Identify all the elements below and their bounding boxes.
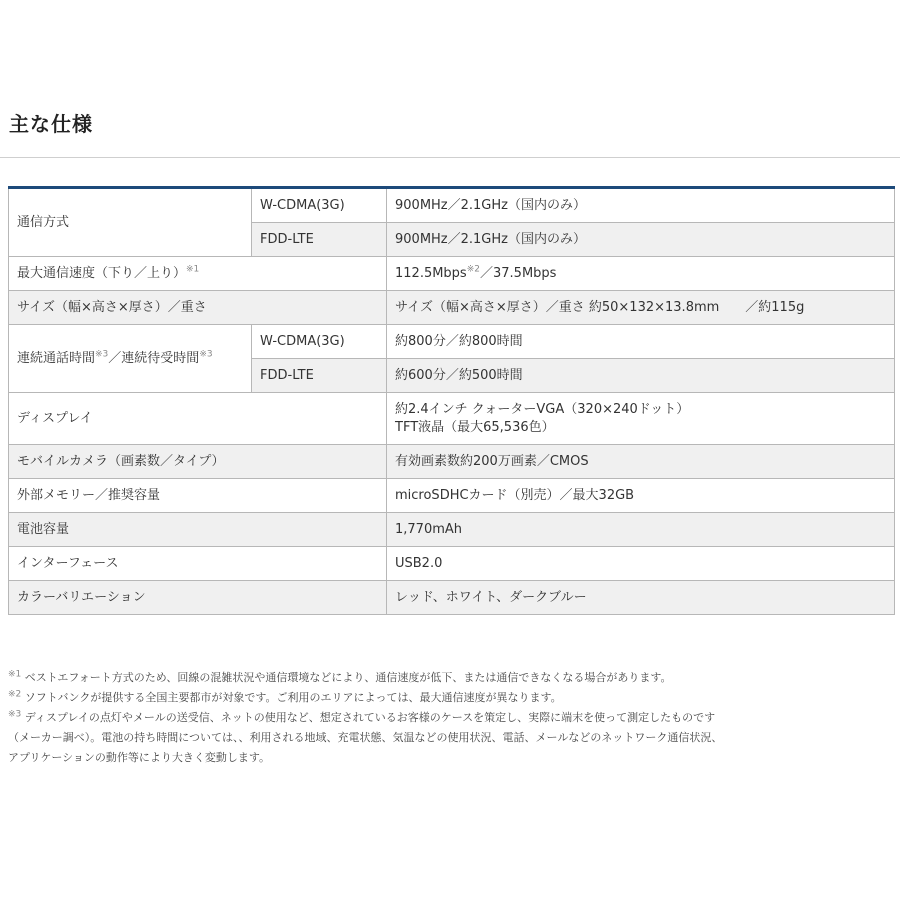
interface-label: インターフェース [9,547,387,581]
comm-method-wcdma-value: 900MHz／2.1GHz（国内のみ） [387,188,895,223]
footnote-mark: ※1 [186,264,200,275]
spec-table [8,186,895,615]
camera-label: モバイルカメラ（画素数／タイプ） [9,445,387,479]
footnote-3: $^{※3}$ ディスプレイの点灯やメールの送受信、ネットの使用など、想定されているお客様のケースを策定し、実際に端末を使って測定したものです [8,709,716,724]
memory-value: microSDHCカード（別売）／最大32GB [387,479,895,513]
footnote-mark: ※3 [95,349,109,360]
footnote-3-cont: アプリケーションの動作等により大きく変動します。 [8,751,271,764]
footnote-1: $^{※1}$ ベストエフォート方式のため、回線の混雑状況や通信環境などにより、通信速度が低下、または通信できなくなる場合があります。 [8,669,672,684]
footnote-2: $^{※2}$ ソフトバンクが提供する全国主要都市が対象です。ご利用のエリアによっては、最大通信速度が異なります。 [8,689,562,704]
title-divider [0,157,900,158]
standby-lte-label: FDD-LTE [252,359,387,393]
battery-label: 電池容量 [9,513,387,547]
comm-method-label: 通信方式 [9,188,252,257]
table-row [9,479,895,513]
display-label: ディスプレイ [9,393,387,445]
footnote-mark: ※2 [466,264,480,275]
max-speed-value: 112.5Mbps$^{※2}$／37.5Mbps [387,257,895,291]
footnotes [8,668,896,768]
standby-lte-value: 約600分／約500時間 [387,359,895,393]
comm-method-lte-label: FDD-LTE [252,223,387,257]
standby-label: 連続通話時間$^{※3}$／連続待受時間$^{※3}$ [9,325,252,393]
table-row [9,393,895,445]
memory-label: 外部メモリー／推奨容量 [9,479,387,513]
page-title: 主な仕様 [9,112,93,136]
standby-wcdma-value: 約800分／約800時間 [387,325,895,359]
display-value: 約2.4インチ クォーターVGA（320×240ドット） TFT液晶（最大65,536色） [387,393,895,445]
table-row [9,257,895,291]
table-row [9,188,895,223]
camera-value: 有効画素数約200万画素／CMOS [387,445,895,479]
comm-method-lte-value: 900MHz／2.1GHz（国内のみ） [387,223,895,257]
max-speed-label: 最大通信速度（下り／上り）$^{※1}$ [9,257,387,291]
table-row [9,291,895,325]
colors-value: レッド、ホワイト、ダークブルー [387,581,895,615]
interface-value: USB2.0 [387,547,895,581]
footnote-mark: ※3 [199,349,213,360]
table-row [9,325,895,359]
battery-value: 1,770mAh [387,513,895,547]
table-row [9,581,895,615]
footnote-3-cont: （メーカー調べ）。電池の持ち時間については、、利用される地域、充電状態、気温などの使用状況、電話、メールなどのネットワーク通信状況、 [8,731,723,744]
comm-method-wcdma-label: W-CDMA(3G) [252,188,387,223]
colors-label: カラーバリエーション [9,581,387,615]
standby-wcdma-label: W-CDMA(3G) [252,325,387,359]
size-label: サイズ（幅×高さ×厚さ）／重さ [9,291,387,325]
table-row [9,547,895,581]
table-row [9,445,895,479]
size-value: サイズ（幅×高さ×厚さ）／重さ 約50×132×13.8mm ／約115g [387,291,895,325]
table-row [9,513,895,547]
